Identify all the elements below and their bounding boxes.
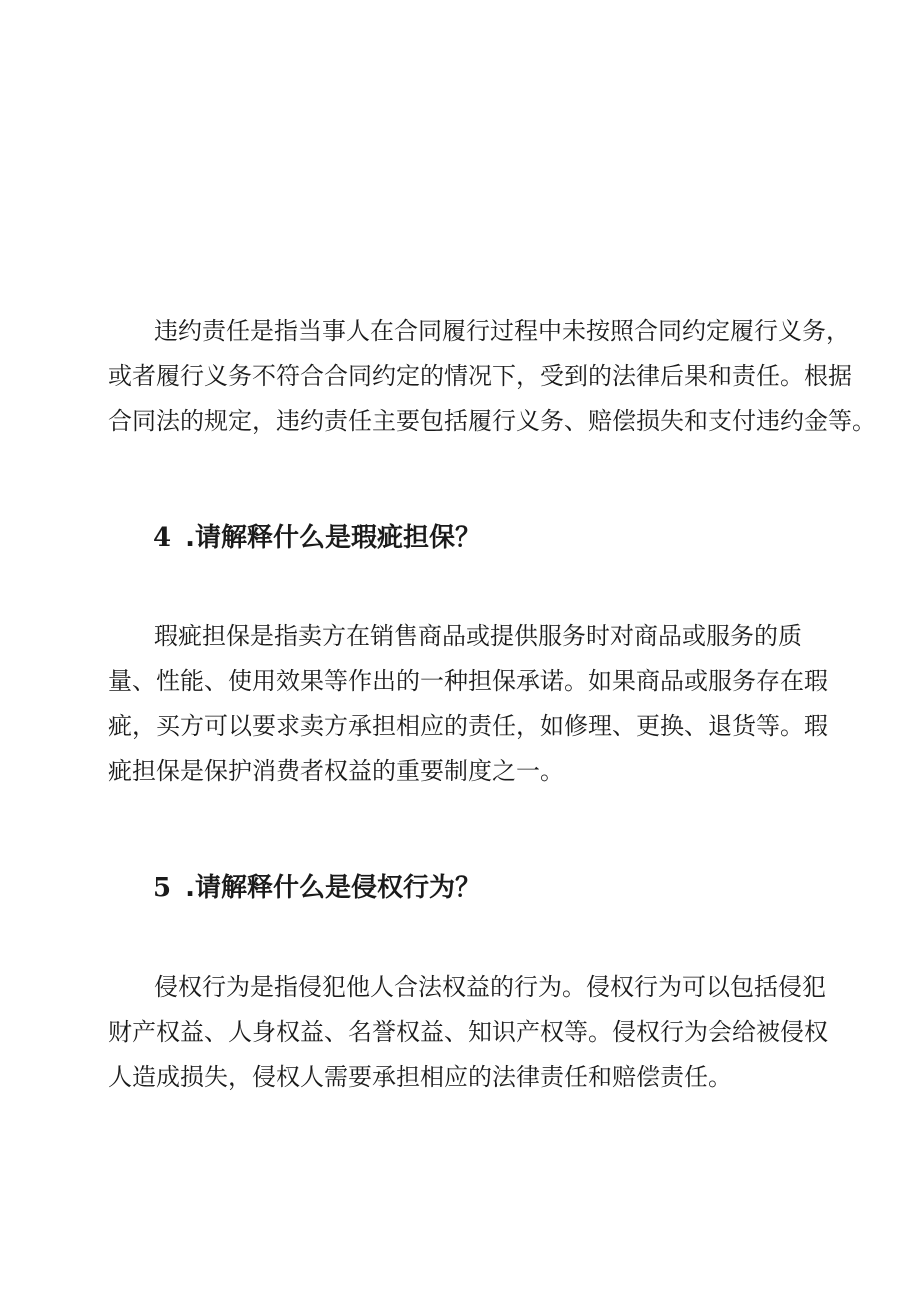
question-number: 5: [153, 873, 172, 903]
question-title: .请解释什么是侵权行为？: [185, 873, 481, 903]
paragraph-line: 违约责任是指当事人在合同履行过程中未按照合同约定履行义务，: [154, 317, 850, 345]
question-title: .请解释什么是瑕疵担保？: [185, 523, 481, 553]
paragraph-line: 侵权行为是指侵犯他人合法权益的行为。侵权行为可以包括侵犯: [154, 973, 826, 1001]
question-number: 4: [153, 523, 172, 553]
paragraph-defect-warranty: [108, 614, 828, 794]
paragraph-line: 疵，买方可以要求卖方承担相应的责任，如修理、更换、退货等。瑕: [108, 712, 828, 740]
paragraph-line: 疵担保是保护消费者权益的重要制度之一。: [108, 757, 564, 785]
paragraph-line: 财产权益、人身权益、名誉权益、知识产权等。侵权行为会给被侵权: [108, 1018, 828, 1046]
question-4-heading: [153, 518, 481, 558]
paragraph-line: 或者履行义务不符合合同约定的情况下，受到的法律后果和责任。根据: [108, 362, 852, 390]
paragraph-line: 人造成损失，侵权人需要承担相应的法律责任和赔偿责任。: [108, 1063, 732, 1091]
paragraph-tort: [108, 965, 828, 1100]
paragraph-line: 合同法的规定，违约责任主要包括履行义务、赔偿损失和支付违约金等。: [108, 407, 876, 435]
paragraph-line: 瑕疵担保是指卖方在销售商品或提供服务时对商品或服务的质: [154, 622, 802, 650]
question-5-heading: [153, 868, 481, 908]
paragraph-breach-liability: [108, 309, 876, 444]
paragraph-line: 量、性能、使用效果等作出的一种担保承诺。如果商品或服务存在瑕: [108, 667, 828, 695]
